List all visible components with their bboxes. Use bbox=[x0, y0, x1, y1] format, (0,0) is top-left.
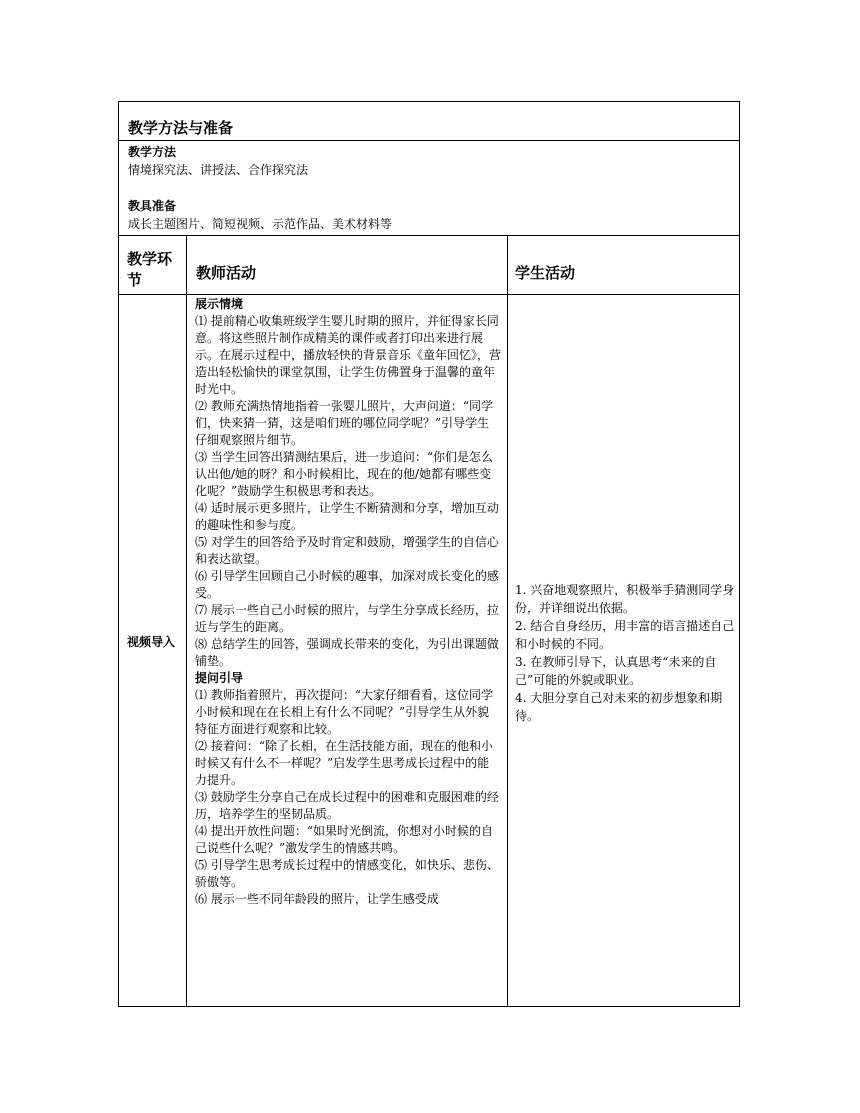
prep-heading: 教具准备 bbox=[128, 199, 177, 213]
teacher-step: ⑸ 对学生的回答给予及时肯定和鼓励，增强学生的自信心和表达欲望。 bbox=[195, 535, 499, 566]
lesson-table bbox=[118, 101, 740, 1007]
teacher-step: ⑵ 教师充满热情地指着一张婴儿照片，大声问道：“同学们，快来猜一猜，这是咱们班的哪位同学呢？”引导学生仔细观察照片细节。 bbox=[195, 399, 493, 447]
teacher-subheading: 提问引导 bbox=[195, 671, 244, 685]
teacher-step: ⑵ 接着问：“除了长相，在生活技能方面，现在的他和小时候又有什么不一样呢？”启发学生思考成长过程中的能力提升。 bbox=[195, 739, 493, 787]
teacher-activity-cell bbox=[195, 296, 501, 908]
teacher-step: ⑹ 引导学生回顾自己小时候的趣事，加深对成长变化的感受。 bbox=[195, 569, 499, 600]
section-title: 教学方法与准备 bbox=[128, 119, 234, 137]
header-stage: 教学环节 bbox=[127, 250, 173, 289]
teacher-step: ⑷ 提出开放性问题：“如果时光倒流，你想对小时候的自己说些什么呢？”激发学生的情感共鸣。 bbox=[195, 824, 493, 855]
teacher-step: ⑴ 教师指着照片，再次提问：“大家仔细看看，这位同学小时候和现在在长相上有什么不同呢？”引导学生从外貌特征方面进行观察和比较。 bbox=[195, 688, 493, 736]
methods-text: 情境探究法、讲授法、合作探究法 bbox=[128, 163, 309, 177]
column-divider bbox=[507, 236, 508, 1006]
header-teacher: 教师活动 bbox=[196, 264, 257, 282]
methods-prep-row bbox=[119, 141, 739, 236]
teacher-step: ⑸ 引导学生思考成长过程中的情感变化，如快乐、悲伤、骄傲等。 bbox=[195, 858, 499, 889]
teacher-step: ⑻ 总结学生的回答，强调成长带来的变化，为引出课题做铺垫。 bbox=[195, 637, 499, 668]
teacher-step: ⑺ 展示一些自己小时候的照片，与学生分享成长经历，拉近与学生的距离。 bbox=[195, 603, 499, 634]
column-divider bbox=[186, 236, 187, 1006]
teacher-step: ⑶ 当学生回答出猜测结果后，进一步追问：“你们是怎么认出他/她的呀？和小时候相比，现在的他/她都有哪些变化呢？”鼓励学生积极思考和表达。 bbox=[195, 450, 493, 498]
teacher-step: ⑹ 展示一些不同年龄段的照片，让学生感受成 bbox=[195, 892, 439, 906]
student-activity-cell bbox=[515, 581, 737, 725]
student-step: 3. 在教师引导下，认真思考“未来的自己”可能的外貌或职业。 bbox=[515, 655, 717, 687]
student-step: 4. 大胆分享自己对未来的初步想象和期待。 bbox=[515, 691, 723, 723]
student-step: 2. 结合自身经历，用丰富的语言描述自己和小时候的不同。 bbox=[515, 619, 735, 651]
methods-heading: 教学方法 bbox=[128, 145, 177, 159]
teacher-subheading: 展示情境 bbox=[195, 297, 244, 311]
table-header-row bbox=[119, 236, 739, 295]
teacher-step: ⑶ 鼓励学生分享自己在成长过程中的困难和克服困难的经历，培养学生的坚韧品质。 bbox=[195, 790, 499, 821]
teacher-step: ⑷ 适时展示更多照片，让学生不断猜测和分享，增加互动的趣味性和参与度。 bbox=[195, 501, 499, 532]
table-row bbox=[119, 295, 739, 1006]
section-title-row bbox=[119, 102, 739, 141]
student-step: 1. 兴奋地观察照片，积极举手猜测同学身份，并详细说出依据。 bbox=[515, 583, 735, 615]
stage-label: 视频导入 bbox=[127, 635, 176, 649]
teacher-step: ⑴ 提前精心收集班级学生婴儿时期的照片，并征得家长同意。将这些照片制作成精美的课件或者打印出来进行展示。在展示过程中，播放轻快的背景音乐《童年回忆》，营造出轻松愉快的课堂氛围，让学生仿佛置身于温馨的童年时光中。 bbox=[195, 314, 502, 396]
prep-text: 成长主题图片、简短视频、示范作品、美术材料等 bbox=[128, 217, 393, 231]
header-student: 学生活动 bbox=[515, 264, 576, 282]
